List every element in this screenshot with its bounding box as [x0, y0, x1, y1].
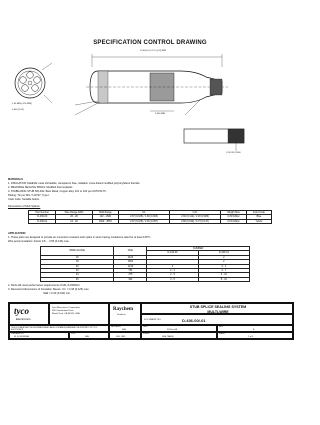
table-cell: 2426: [114, 255, 147, 259]
table-header: CMA: [114, 247, 147, 256]
technical-drawing: [0, 45, 300, 170]
doc-no-label: DOCUMENT NO:: [144, 319, 162, 321]
replaces-cell: [109, 325, 141, 332]
sheet-value: 1 of 1: [248, 336, 254, 338]
dwg-value: D00 1901: [116, 336, 126, 338]
table-cell: 3 - 5: [147, 277, 198, 281]
prepared-value: M. DORONINA: [14, 336, 29, 338]
table-cell: 2.67 (0.105) / 2.46 (0.097): [118, 219, 169, 223]
replaces-value: N/A: [122, 329, 126, 331]
table-cell: D-436-00: [29, 215, 56, 219]
materials-item: Color code: Suitable below.: [8, 198, 40, 201]
table-cell: 26 - 20: [56, 215, 92, 219]
brand-cell: [109, 303, 141, 325]
company-name: Tyco Electronics Corporation: [52, 307, 80, 309]
table-cell: 24: [41, 273, 114, 277]
sheet-cell: [217, 332, 293, 339]
date-value: 03-Dec-08: [167, 329, 178, 331]
table-header: D-436-01: [198, 251, 249, 255]
table-header: NUMBER: [147, 247, 250, 251]
doc-title-2: MULTI-WIRE: [207, 309, 229, 314]
brand-sub: Products: [117, 314, 126, 316]
page-title: SPECIFICATION CONTROL DRAWING: [93, 40, 207, 46]
table-cell: 2.67 (0.105) / 1.60 (0.063): [118, 215, 169, 219]
table-header: Color Code: [246, 211, 271, 215]
table-cell: 2.15 lb/Mpc: [221, 219, 247, 223]
table-cell: 2.84 (0.112) / 2.18 (0.086): [170, 215, 221, 219]
table-header: Wire Range AWG: [56, 211, 92, 215]
table-cell: 3 - 4: [198, 264, 249, 268]
table-cell: 754: [114, 269, 147, 273]
prepared-cell: [9, 332, 69, 339]
table-row: [29, 219, 272, 223]
rev-label: REV:: [219, 326, 224, 328]
table-header: Part Number: [29, 211, 56, 215]
table-header: D-436-00: [147, 251, 198, 255]
dcn-label: DCN:: [71, 333, 76, 335]
cross-section-view: [15, 63, 52, 103]
materials-heading: MATERIALS: [8, 178, 23, 181]
date-cell: [141, 325, 217, 332]
table-header: O.D.: [170, 211, 221, 215]
statement: THIS DOCUMENT AND THE INFORMATION AND VALUE CONTAINED HEREIN ARE THE PROPERTY OF TYCO ELECTRONICS: [11, 327, 98, 331]
application-heading: APPLICATION: [8, 232, 26, 235]
table-cell: 26: [41, 277, 114, 281]
title-block: [8, 302, 294, 340]
table-cell: 20: [41, 264, 114, 268]
table-header: CMA Range: [92, 211, 118, 215]
table-cell: Blue: [246, 215, 271, 219]
table-cell: 475: [114, 273, 147, 277]
materials-item: Plating: Tin per MIL-T-10727, Type I.: [8, 194, 50, 197]
detail-view: [184, 129, 244, 151]
table-cell: 2 - 5: [147, 273, 198, 277]
company-address-2: Menlo Park, CA 94025, USA: [52, 313, 80, 315]
dim-total: 12.600 [.5] / 12.0 [.47] MIN: [140, 50, 166, 52]
table-cell: 2: [198, 255, 249, 259]
scale-value: SEE TABLE: [162, 336, 174, 338]
scale-label: SCALE:: [143, 333, 150, 335]
sheet-label: SHEET:: [219, 333, 226, 335]
color-code-label: COLOR CODE: [226, 152, 241, 154]
side-view: [75, 54, 228, 115]
table-header: Weight Max: [221, 211, 247, 215]
dims-heading: Dimensions of Stub Splices:: [8, 205, 41, 208]
doc-no: D-436-00/-01: [182, 318, 206, 323]
table-cell: 8 - 10: [198, 277, 249, 281]
application-line: Wire accommodation: Factor 0.8 ... 3.55 (0.140) max.: [8, 240, 70, 243]
statement-cell: [9, 325, 109, 332]
materials-item: 2. MELTABLE SEALING RINGS: Modified thermoplastic.: [8, 186, 74, 189]
doc-title-cell: [141, 303, 293, 314]
date-label: DATE:: [143, 326, 149, 328]
company-cell: [49, 303, 109, 325]
note-line: 3. Recovered dimensions of Insulation Sleeve: I.D. = 3.18 (0.125) max: [8, 288, 89, 291]
scale-cell: [141, 332, 217, 339]
rev-value: E: [253, 329, 255, 331]
application-line: 1. These parts are designed to provide an immersion resistant stub splice in wires having insulations rated for at least 135°C.: [8, 236, 152, 239]
replaces-label: REPLACES: [111, 326, 121, 328]
table-cell: 1600: [114, 260, 147, 264]
table-cell: 24 - 18: [56, 219, 92, 223]
table-cell: 4 - 7: [198, 269, 249, 273]
dim-3: 0.500 MIN: [155, 113, 166, 115]
doc-no-cell: [141, 314, 293, 325]
materials-item: 3. STABILIZING STUB SPLICE: Bare Metal, Copper alloy 101 or 102 per ASTM B-75.: [8, 190, 107, 193]
table-header: I.D.: [118, 211, 169, 215]
table-cell: D-436-01: [29, 219, 56, 223]
table-cell: Yellow: [246, 219, 271, 223]
tyco-logo: tyco: [14, 306, 29, 316]
table-cell: 2 - 3: [147, 269, 198, 273]
table-cell: 102 - 1600: [92, 215, 118, 219]
dcn-value: N/A: [85, 336, 89, 338]
table-cell: 2: [198, 260, 249, 264]
table-cell: 18: [41, 260, 114, 264]
table-cell: 1600 - 4553: [92, 219, 118, 223]
table-cell: 1216: [114, 264, 147, 268]
doc-title: STUB SPLICE SEALING SYSTEM: [189, 305, 247, 309]
wire-table: [40, 246, 250, 282]
table-cell: 0.29 lb/Mpc: [221, 215, 247, 219]
note-line: 2. Parts will meet performance requirements of MIL-S-81824/1.: [8, 284, 81, 287]
dcn-cell: [69, 332, 109, 339]
prepared-label: PREPARED BY:: [11, 333, 25, 335]
logo-sub: Electronics: [16, 317, 31, 321]
rev-cell: [217, 325, 293, 332]
note-line: Wall = 0.33 (0.013) min.: [8, 292, 71, 295]
dim-1: 2.00 MIN [.078 MIN]: [12, 103, 32, 105]
company-address-1: 300 Constitution Drive: [52, 310, 74, 312]
dwg-cell: [109, 332, 141, 339]
table-cell: 16: [41, 255, 114, 259]
table-cell: 3.80 (0.150) / 3.73 (0.147): [170, 219, 221, 223]
logo-cell: [9, 303, 49, 325]
table-cell: 6 - 10: [198, 273, 249, 277]
materials-item: 1. INSULATION SLEEVE: Heat shrinkable, transparent blue, radiation cross-linked modified polyvinylidene fluoride.: [8, 182, 141, 185]
table-cell: 2: [147, 264, 198, 268]
table-cell: 22: [41, 269, 114, 273]
raychem-logo: Raychem: [113, 307, 133, 312]
table-cell: 304: [114, 277, 147, 281]
dimensions-table: [28, 210, 272, 224]
table-row: [41, 277, 250, 281]
table-header: WIRE GAUGE: [41, 247, 114, 256]
dim-2: 3.000 [.118]: [12, 109, 24, 111]
